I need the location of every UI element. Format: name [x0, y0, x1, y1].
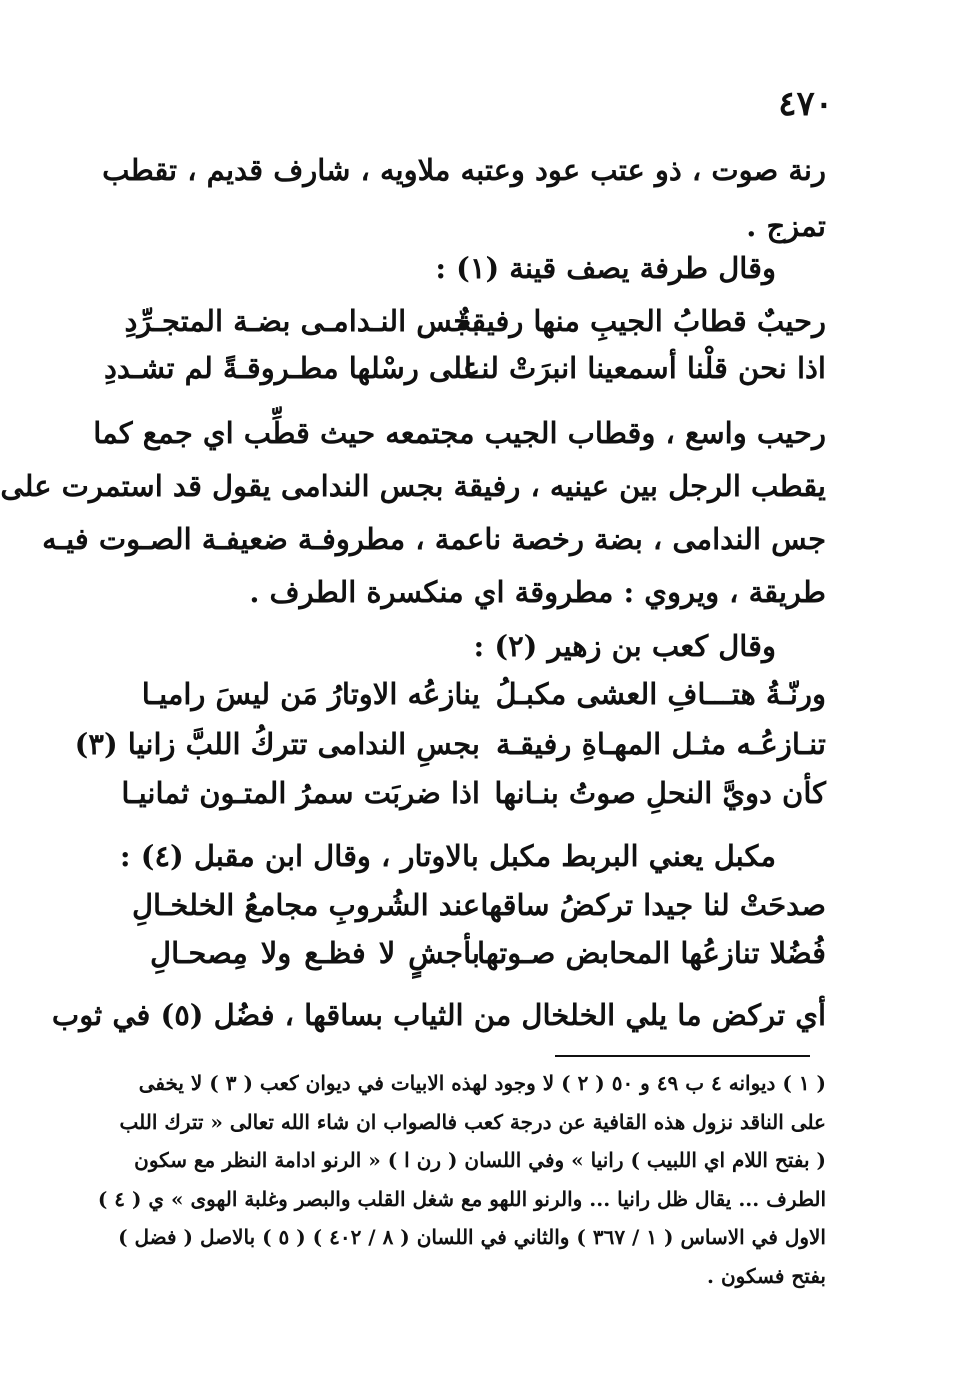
footnote-line: ( بفتح اللام اي اللبيب ) رانيا » وفي اللسان ( رن ا ) « الرنو ادامة النظر مع سكون [134, 1148, 826, 1172]
verse-intro-tarafa: وقال طرفة يصف قينة (١) : [435, 251, 776, 285]
verse-second-hemistich: على رسْلها مطـروقـةً لم تشـددِ [103, 351, 480, 385]
verse-second-hemistich: اذا ضربَت سمرُ المتـون ثمانيـا [121, 776, 480, 810]
verse-line [121, 765, 826, 821]
page-number: ٤٧٠ [778, 84, 833, 124]
paragraph-2-line-1: رحيب واسع ، وقطاب الجيب مجتمعه حيث قطِّب اي جمع كما [93, 416, 826, 450]
verse-intro-kaab: وقال كعب بن زهير (٢) : [473, 629, 776, 663]
verse-intro-ibn-muqbil: مكبل يعني البربط مكبل بالاوتار ، وقال ابن مقبل (٤) : [119, 839, 776, 873]
footnote-line: ( ١ ) ديوانه ٤ ب ٤٩ و ٥٠ ( ٢ ) لا وجود لهذه الابيات في ديوان كعب ( ٣ ) لا يخفى [138, 1071, 826, 1095]
verse-second-hemistich: بجسِ الندامى تتركُ اللبَّ زانيا (٣) [74, 727, 480, 761]
paragraph-2-line-3: جس الندامى ، بضة رخصة ناعمة ، مطروفـة ضعيفـة الصـوت فيـه [42, 522, 826, 556]
verse-line [141, 666, 826, 722]
footnote-line: الطرف ... يقال ظل رانيا ... والرنو اللهو مع شغل القلب والبصر وغلبة الهوى » ي ( ٤ ) [97, 1186, 826, 1211]
paragraph-1-line-2: تمزج . [746, 209, 826, 243]
verse-second-hemistich: عند الشُروبِ مجامعُ الخلخـالِ [131, 888, 480, 922]
verse-first-hemistich: رحيبٌ قطابُ الجيبِ منها رفيقةٌ [456, 304, 826, 338]
verse-second-hemistich: ينازعُه الاوتارُ مَن ليسَ راميـا [141, 677, 480, 711]
footnotes [97, 1064, 826, 1295]
verse-first-hemistich: صدحَتْ لنا جيدا تركضُ ساقها [480, 888, 826, 922]
verse-first-hemistich: تنـازعُـه مثـل المهـاةِ رفيقـة [496, 727, 826, 761]
paragraph-2-line-4: طريقة ، ويروي : مطروقة اي منكسرة الطرف . [249, 575, 826, 609]
footnote-separator [555, 1055, 810, 1057]
verse-first-hemistich: كأن دويَّ النحلِ صوتُ بنـانها [494, 776, 826, 810]
verse-second-hemistich: بجس النـدامـى بضـة المتجـرِّدِ [124, 304, 480, 338]
paragraph-2-line-2: يقطب الرجل بين عينيه ، رفيقة بجس الندامى يقول قد استمرت على [0, 469, 826, 503]
footnote-line: على الناقد نزول هذه القافية عن درجة كعب فالصواب ان شاء الله تعالى « تترك اللب [119, 1109, 826, 1134]
verse-first-hemistich: اذا نحن قلْنا أسمعينا انبرَتْ لنـا [464, 351, 826, 385]
verse-second-hemistich: بأجشٍ لا فظـع ولا مِصحـالِ [150, 936, 480, 970]
paragraph-1-line-1: رنة صوت ، ذو عتب عود وعتبه ملاويه ، شارف قديم ، تقطب [102, 153, 826, 187]
footnote-line: الاول في الاساس ( ١ / ٣٦٧ ) والثاني في اللسان ( ٨ / ٤٠٢ ) ( ٥ ) بالاصل ( فضل ) [118, 1225, 826, 1249]
paragraph-3-line-1: أي تركض ما يلي الخلخال من الثياب بساقها ، فضُل (٥) في ثوب [51, 998, 826, 1032]
verse-line [74, 716, 826, 772]
footnote-line: بفتح فسكون . [707, 1263, 826, 1288]
verse-line [150, 925, 826, 981]
verse-first-hemistich: فُضُلا تنازعُها المحابض صـوتها [477, 936, 826, 970]
verse-line [103, 340, 826, 396]
verse-first-hemistich: ورنّـةُ هتـــافِ العشى مكبـلُ [495, 677, 826, 711]
